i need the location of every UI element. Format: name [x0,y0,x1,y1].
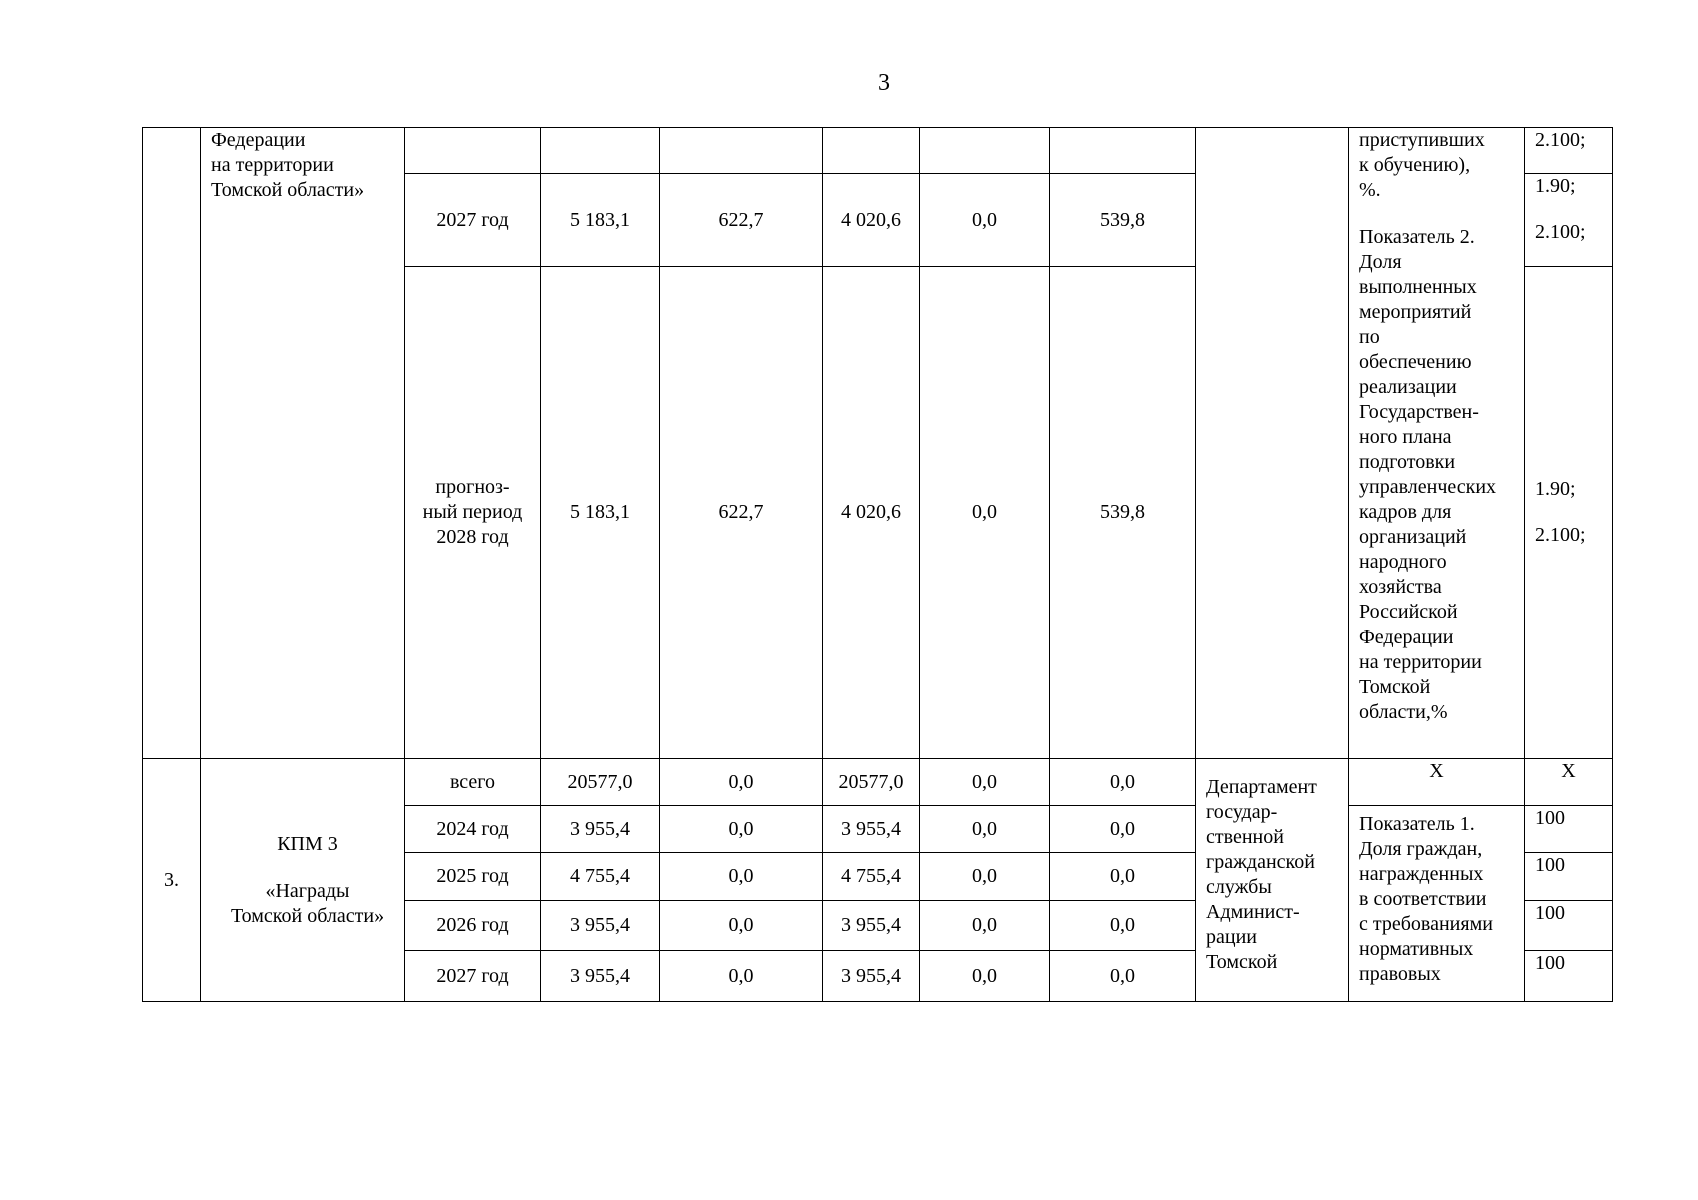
other-cell: 0,0 [1050,759,1196,806]
target-cell: 1.90; 2.100; [1525,174,1613,267]
regional-cell: 20577,0 [823,759,920,806]
other-cell: 0,0 [1050,806,1196,853]
target-cell: Х [1525,759,1613,806]
federal-cell: 0,0 [660,951,823,1002]
period-cell: 2026 год [405,901,541,951]
local-cell: 0,0 [920,901,1050,951]
total-cell: 20577,0 [541,759,660,806]
indicator-cell: Показатель 1. Доля граждан, награжденных в соответствии с требованиями нормативных правовых [1349,806,1525,1002]
total-cell: 4 755,4 [541,853,660,901]
regional-cell: 4 755,4 [823,853,920,901]
empty-cell [1050,128,1196,174]
local-cell: 0,0 [920,759,1050,806]
regional-cell: 3 955,4 [823,901,920,951]
kpm-name-cell [201,759,405,1002]
row-number-cell [143,128,201,759]
regional-cell: 3 955,4 [823,806,920,853]
local-cell: 0,0 [920,853,1050,901]
local-cell: 0,0 [920,267,1050,759]
name-line: «Награды [265,879,350,902]
executor-cell: Департамент государ- ственной гражданской службы Админист- рации Томской [1196,759,1349,1002]
period-cell: прогноз- ный период 2028 год [405,267,541,759]
other-cell: 0,0 [1050,951,1196,1002]
period-cell: 2024 год [405,806,541,853]
page-number: 3 [878,70,890,96]
row-number-cell: 3. [143,759,201,1002]
name-line: на территории [211,154,334,176]
period-cell: 2025 год [405,853,541,901]
federal-cell: 622,7 [660,174,823,267]
federal-cell: 0,0 [660,759,823,806]
total-cell: 5 183,1 [541,267,660,759]
indicator-cell: приступивших к обучению), %. Показатель 2. Доля выполненных мероприятий по обеспечению реализации Государствен- ного плана подготовки управленческих кадров для организаций народного хозяйства Российской Федерации на территории Томской области,% [1349,128,1525,759]
federal-cell: 0,0 [660,901,823,951]
target-cell: 2.100; [1525,128,1613,174]
empty-cell [660,128,823,174]
name-line: Федерации [211,129,306,151]
total-cell: 5 183,1 [541,174,660,267]
other-cell: 0,0 [1050,853,1196,901]
total-cell: 3 955,4 [541,951,660,1002]
total-cell: 3 955,4 [541,806,660,853]
empty-cell [405,128,541,174]
local-cell: 0,0 [920,174,1050,267]
other-cell: 0,0 [1050,901,1196,951]
regional-cell: 3 955,4 [823,951,920,1002]
regional-cell: 4 020,6 [823,267,920,759]
executor-cell [1196,128,1349,759]
target-cell: 100 [1525,901,1613,951]
empty-cell [823,128,920,174]
regional-cell: 4 020,6 [823,174,920,267]
local-cell: 0,0 [920,951,1050,1002]
table-row [143,128,1613,174]
local-cell: 0,0 [920,806,1050,853]
federal-cell: 0,0 [660,853,823,901]
period-cell: 2027 год [405,951,541,1002]
empty-cell [920,128,1050,174]
other-cell: 539,8 [1050,267,1196,759]
name-line: Томской области» [211,179,365,201]
target-cell: 100 [1525,951,1613,1002]
other-cell: 539,8 [1050,174,1196,267]
total-cell: 3 955,4 [541,901,660,951]
table-row [143,759,1613,806]
federal-cell: 622,7 [660,267,823,759]
kpm-code: КПМ 3 [277,832,338,855]
target-cell: 1.90; 2.100; [1525,267,1613,759]
name-line: Томской области» [230,904,385,927]
kpm-name-cell [201,128,405,759]
indicator-header-cell: Х [1349,759,1525,806]
federal-cell: 0,0 [660,806,823,853]
target-cell: 100 [1525,853,1613,901]
period-cell: 2027 год [405,174,541,267]
empty-cell [541,128,660,174]
target-cell: 100 [1525,806,1613,853]
period-cell: всего [405,759,541,806]
program-table [142,127,1613,1002]
